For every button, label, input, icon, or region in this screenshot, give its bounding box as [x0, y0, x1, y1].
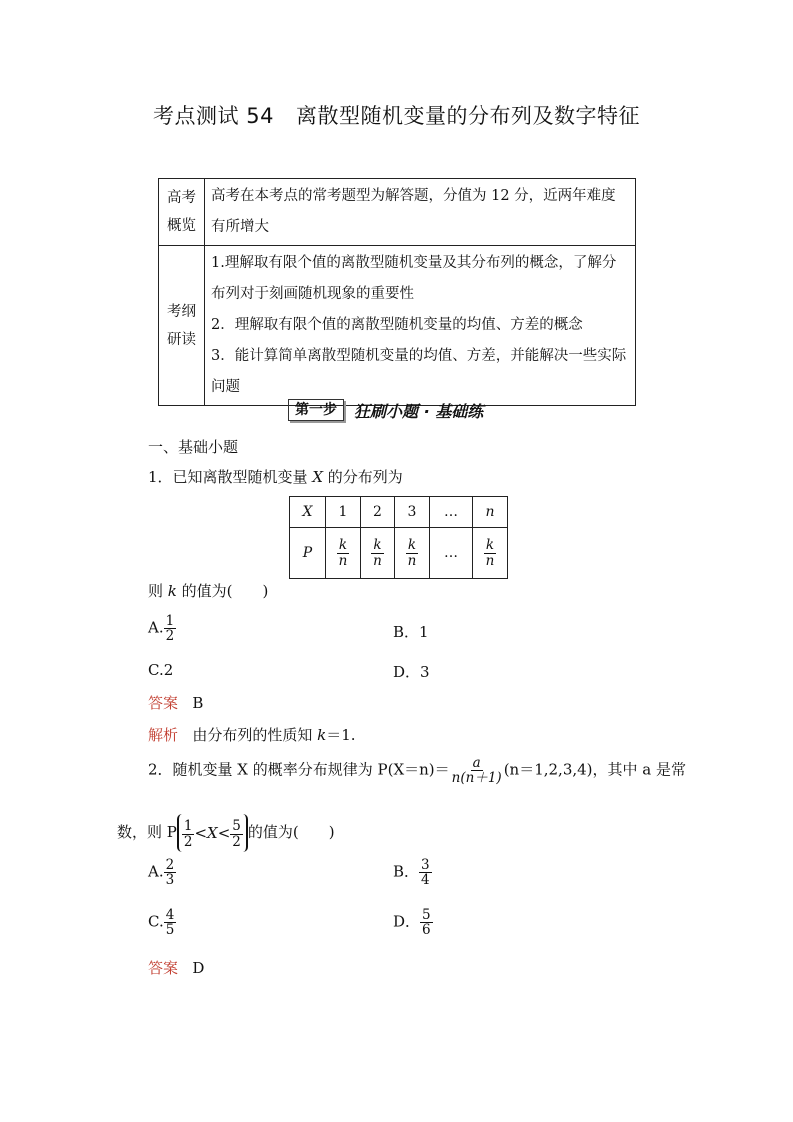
q1-option-d: D．3	[393, 663, 430, 681]
q1-ask: 则 k 的值为( )	[148, 582, 269, 600]
q1-analysis: 解析 由分布列的性质知 k＝1.	[148, 726, 356, 744]
fraction: $\frac{k}{n}$	[407, 537, 417, 569]
bracket: $\frac{1}{2}$ <X< $\frac{5}{2}$	[177, 814, 248, 852]
fraction: $\frac{1}{2}$	[183, 818, 193, 850]
distribution-table	[289, 496, 508, 579]
fraction: $\frac{3}{4}$	[421, 857, 430, 889]
fraction: $\frac{k}{n}$	[373, 537, 382, 569]
fraction: $\frac{k}{n}$	[485, 537, 495, 569]
fraction: $\frac{5}{2}$	[232, 818, 241, 850]
fraction: $\frac{1}{2}$	[165, 613, 175, 645]
overview-summary-content: 高考在本考点的常考题型为解答题，分值为 12 分，近两年难度有所增大	[205, 179, 636, 246]
fraction: $\frac{2}{3}$	[165, 857, 175, 889]
q1-option-c: C.2	[148, 661, 174, 679]
step-label: 第一步	[288, 399, 344, 421]
step-banner	[288, 398, 483, 422]
fraction: $\frac{a}{n(n+1)}$	[451, 755, 502, 787]
q2-stem: 2．随机变量 X 的概率分布规律为 P(X＝n)＝ $\frac{a}{n(n+1)}$ (n＝1,2,3,4)，其中 a 是常	[148, 755, 687, 787]
q2-option-d: D． $\frac{5}{6}$	[393, 907, 431, 939]
q2-option-b: B． $\frac{3}{4}$	[393, 857, 430, 889]
syllabus-item: 1.理解取有限个值的离散型随机变量及其分布列的概念，了解分布列对于刻画随机现象的重要性	[211, 255, 617, 302]
fraction: $\frac{5}{6}$	[422, 907, 431, 939]
step-title: 狂刷小题 · 基础练	[354, 401, 484, 421]
q1-answer: 答案 B	[148, 694, 204, 712]
q1-stem: 1．已知离散型随机变量 X 的分布列为	[148, 468, 403, 486]
q1-option-a: A. $\frac{1}{2}$	[148, 613, 175, 645]
overview-table	[158, 178, 636, 406]
overview-row-syllabus	[159, 246, 636, 406]
dist-row-p: P $\frac{k}{n}$ $\frac{k}{n}$ $\frac{k}{n}$ … $\frac{k}{n}$	[290, 528, 508, 579]
section-heading: 一、基础小题	[148, 438, 239, 456]
q2-answer: 答案 D	[148, 959, 205, 977]
syllabus-item: 3．能计算简单离散型随机变量的均值、方差，并能解决一些实际问题	[211, 348, 627, 395]
overview-head-syllabus: 考纲 研读	[159, 246, 205, 406]
overview-row-summary	[159, 179, 636, 246]
q2-option-c: C. $\frac{4}{5}$	[148, 907, 175, 939]
fraction: $\frac{4}{5}$	[165, 907, 175, 939]
page-title: 考点测试 54 离散型随机变量的分布列及数字特征	[153, 104, 640, 128]
syllabus-item: 2．理解取有限个值的离散型随机变量的均值、方差的概念	[211, 317, 583, 333]
fraction: $\frac{k}{n}$	[338, 537, 348, 569]
q2-stem-line2: 数，则 P $\frac{1}{2}$ <X< $\frac{5}{2}$ 的值为( )	[117, 814, 335, 852]
q1-option-b: B．1	[393, 623, 429, 641]
q2-option-a: A. $\frac{2}{3}$	[148, 857, 175, 889]
dist-row-x: X 1 2 3 … n	[290, 497, 508, 528]
overview-head-summary: 高考 概览	[159, 179, 205, 246]
overview-syllabus-content	[205, 246, 636, 406]
